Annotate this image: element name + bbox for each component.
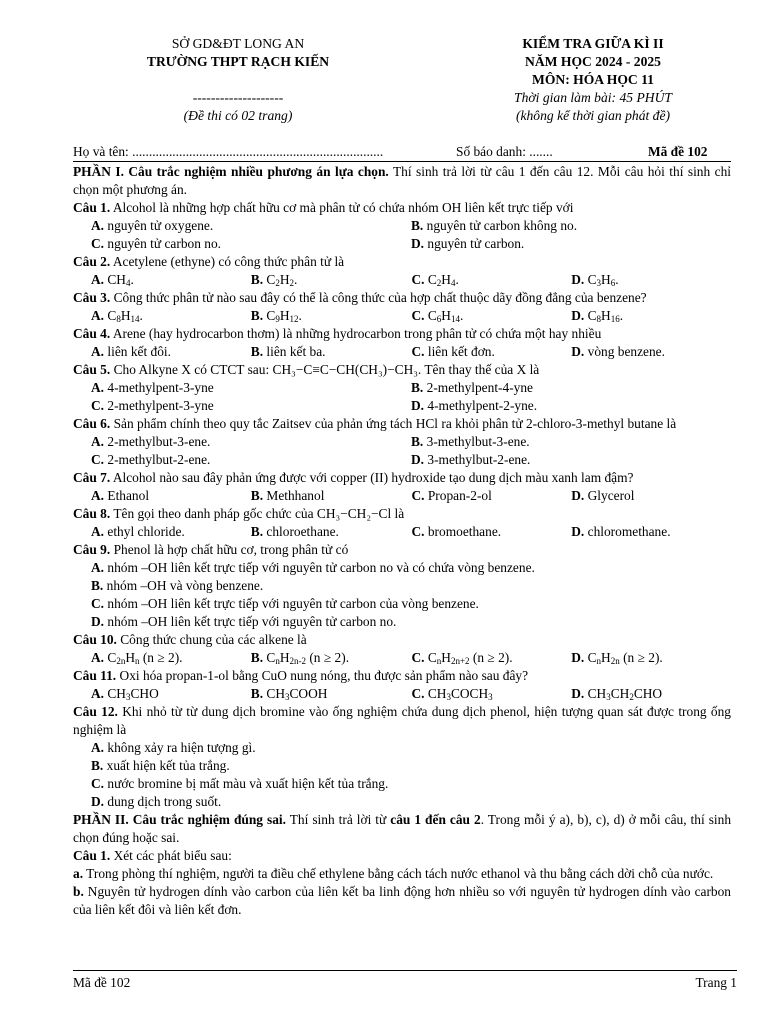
options-q1-row1 xyxy=(73,217,731,235)
option-a: A. $C_{2n}H_n$ (n ≥ 2). xyxy=(91,650,183,666)
option-c: C. $CH_3COCH_3$ xyxy=(411,686,493,702)
school-name: TRƯỜNG THPT RẠCH KIẾN xyxy=(146,54,330,69)
options-q4 xyxy=(73,343,731,361)
header-right xyxy=(453,35,733,125)
option-c: C. $C_6H_{14}$. xyxy=(411,308,464,324)
question-7: Câu 7. Alcohol nào sau đây phản ứng được với copper (II) hydroxide tạo dung dịch màu xanh lam đậm? xyxy=(73,470,634,485)
options-q2 xyxy=(73,271,731,289)
option-c: C. nhóm –OH liên kết trực tiếp với nguyên tử carbon của vòng benzene. xyxy=(91,596,479,611)
question-6: Câu 6. Sản phẩm chính theo quy tắc Zaitsev của phản ứng tách HCl ra khỏi phân tử 2-chloro-3-methyl butane là xyxy=(73,416,677,431)
student-info-row xyxy=(73,143,731,162)
option-d: D. nguyên tử carbon. xyxy=(411,236,525,251)
option-a: A. $C_8H_{14}$. xyxy=(91,308,143,324)
options-q6-row1 xyxy=(73,433,731,451)
option-b: B. $C_2H_2$. xyxy=(250,272,298,288)
option-c: C. nguyên tử carbon no. xyxy=(91,236,222,251)
option-d: D. $C_3H_6$. xyxy=(571,272,619,288)
student-name-field: Họ và tên: ........................................................................... xyxy=(73,144,384,159)
options-q11 xyxy=(73,685,731,703)
option-a: A. 4-methylpent-3-yne xyxy=(91,380,214,395)
exam-code: Mã đề 102 xyxy=(648,144,708,159)
option-d: D. 3-methylbut-2-ene. xyxy=(411,452,531,467)
exam-body xyxy=(73,163,731,919)
school-year: NĂM HỌC 2024 - 2025 xyxy=(525,54,661,69)
part2-question-1: Câu 1. Xét các phát biểu sau: xyxy=(73,848,232,863)
part1-heading: PHẦN I. Câu trắc nghiệm nhiều phương án lựa chọn. Thí sinh trả lời từ câu 1 đến câu 12. Mỗi câu hỏi thí sinh chỉ chọn một phương án. xyxy=(73,164,732,197)
option-b: B. nhóm –OH và vòng benzene. xyxy=(91,578,264,593)
option-d: D. $C_nH_{2n}$ (n ≥ 2). xyxy=(571,650,663,666)
option-c: C. 2-methylbut-2-ene. xyxy=(91,452,211,467)
department-name: SỞ GD&ĐT LONG AN xyxy=(171,36,305,51)
options-q10 xyxy=(73,649,731,667)
options-q8 xyxy=(73,523,731,541)
option-a: A. không xảy ra hiện tượng gì. xyxy=(91,740,256,755)
option-a: A. Ethanol xyxy=(91,488,150,503)
statement-a: a. Trong phòng thí nghiệm, người ta điều chế ethylene bằng cách tách nước ethanol và thu bằng cách dời chỗ của nước. xyxy=(73,866,714,881)
question-4: Câu 4. Arene (hay hydrocarbon thơm) là những hydrocarbon trong phân tử có chứa một hay nhiều xyxy=(73,326,602,341)
candidate-number-field: Số báo danh: ....... xyxy=(456,144,553,159)
part2-heading: PHẦN II. Câu trắc nghiệm đúng sai. Thí sinh trả lời từ câu 1 đến câu 2. Trong mỗi ý a), b), c), d) ở mỗi câu, thí sinh chọn đúng hoặc sai. xyxy=(73,812,732,845)
option-b: B. Methhanol xyxy=(250,488,325,503)
page-number: Trang 1 xyxy=(695,975,737,990)
options-q6-row2 xyxy=(73,451,731,469)
question-8: Câu 8. Tên gọi theo danh pháp gốc chức của CH₃−CH₂−Cl là xyxy=(73,506,405,521)
footer-exam-code: Mã đề 102 xyxy=(73,975,131,990)
option-a: A. $CH_3CHO$ xyxy=(91,686,159,702)
question-5: Câu 5. Cho Alkyne X có CTCT sau: CH₃−C≡C−CH(CH₃)−CH₃. Tên thay thế của X là xyxy=(73,362,540,377)
option-d: D. Glycerol xyxy=(571,488,635,503)
question-12: Câu 12. Khi nhỏ từ từ dung dịch bromine vào ống nghiệm chứa dung dịch phenol, hiện tượng quan sát được trong ống nghiệm là xyxy=(73,704,731,737)
option-d: D. nhóm –OH liên kết trực tiếp với nguyên tử carbon no. xyxy=(91,614,397,629)
option-a: A. ethyl chloride. xyxy=(91,524,185,539)
option-b: B. $C_9H_{12}$. xyxy=(250,308,302,324)
option-c: C. nước bromine bị mất màu và xuất hiện kết tủa trắng. xyxy=(91,776,389,791)
option-b: B. $CH_3COOH$ xyxy=(250,686,328,702)
option-b: B. 2-methylpent-4-yne xyxy=(411,380,533,395)
option-c: C. Propan-2-ol xyxy=(411,488,492,503)
option-c: C. $C_nH_{2n+2}$ (n ≥ 2). xyxy=(411,650,513,666)
options-q7 xyxy=(73,487,731,505)
option-c: C. liên kết đơn. xyxy=(411,344,495,359)
option-b: B. $C_nH_{2n-2}$ (n ≥ 2). xyxy=(250,650,350,666)
question-11: Câu 11. Oxi hóa propan-1-ol bằng CuO nung nóng, thu được sản phẩm nào sau đây? xyxy=(73,668,529,683)
dash-separator: -------------------- xyxy=(192,90,284,105)
subject-title: MÔN: HÓA HỌC 11 xyxy=(532,72,654,87)
question-1: Câu 1. Alcohol là những hợp chất hữu cơ mà phân tử có chứa nhóm OH liên kết trực tiếp với xyxy=(73,200,574,215)
option-b: B. 3-methylbut-3-ene. xyxy=(411,434,530,449)
options-q1-row2 xyxy=(73,235,731,253)
option-b: B. nguyên tử carbon không no. xyxy=(411,218,578,233)
option-d: D. chloromethane. xyxy=(571,524,671,539)
header-left xyxy=(73,35,403,125)
page-footer xyxy=(73,970,737,991)
time-note: (không kể thời gian phát đề) xyxy=(515,108,671,123)
question-9: Câu 9. Phenol là hợp chất hữu cơ, trong phân tử có xyxy=(73,542,349,557)
question-3: Câu 3. Công thức phân tử nào sau đây có thể là công thức của hợp chất thuộc dãy đồng đẳng của benzene? xyxy=(73,290,647,305)
pages-note: (Đề thi có 02 trang) xyxy=(183,108,293,123)
option-a: A. $CH_4$. xyxy=(91,272,134,288)
option-b: B. xuất hiện kết tủa trắng. xyxy=(91,758,230,773)
options-q3 xyxy=(73,307,731,325)
exam-title: KIỂM TRA GIỮA KÌ II xyxy=(522,36,664,51)
option-d: D. $CH_3CH_2CHO$ xyxy=(571,686,663,702)
option-a: A. liên kết đôi. xyxy=(91,344,171,359)
option-c: C. $C_2H_4$. xyxy=(411,272,459,288)
question-10: Câu 10. Công thức chung của các alkene là xyxy=(73,632,307,647)
option-b: B. chloroethane. xyxy=(250,524,339,539)
option-a: A. nguyên tử oxygene. xyxy=(91,218,214,233)
option-c: C. bromoethane. xyxy=(411,524,502,539)
option-d: D. dung dịch trong suốt. xyxy=(91,794,222,809)
option-d: D. vòng benzene. xyxy=(571,344,665,359)
time-limit: Thời gian làm bài: 45 PHÚT xyxy=(514,90,672,105)
option-a: A. nhóm –OH liên kết trực tiếp với nguyên tử carbon no và có chứa vòng benzene. xyxy=(91,560,535,575)
option-c: C. 2-methylpent-3-yne xyxy=(91,398,214,413)
option-d: D. $C_8H_{16}$. xyxy=(571,308,624,324)
options-q5-row2 xyxy=(73,397,731,415)
options-q5-row1 xyxy=(73,379,731,397)
statement-b: b. Nguyên tử hydrogen dính vào carbon của liên kết ba linh động hơn nhiều so với nguyên tử hydrogen dính vào carbon của liên kết đôi và liên kết đơn. xyxy=(73,884,731,917)
option-a: A. 2-methylbut-3-ene. xyxy=(91,434,211,449)
question-2: Câu 2. Acetylene (ethyne) có công thức phân tử là xyxy=(73,254,345,269)
option-b: B. liên kết ba. xyxy=(250,344,326,359)
option-d: D. 4-methylpent-2-yne. xyxy=(411,398,538,413)
